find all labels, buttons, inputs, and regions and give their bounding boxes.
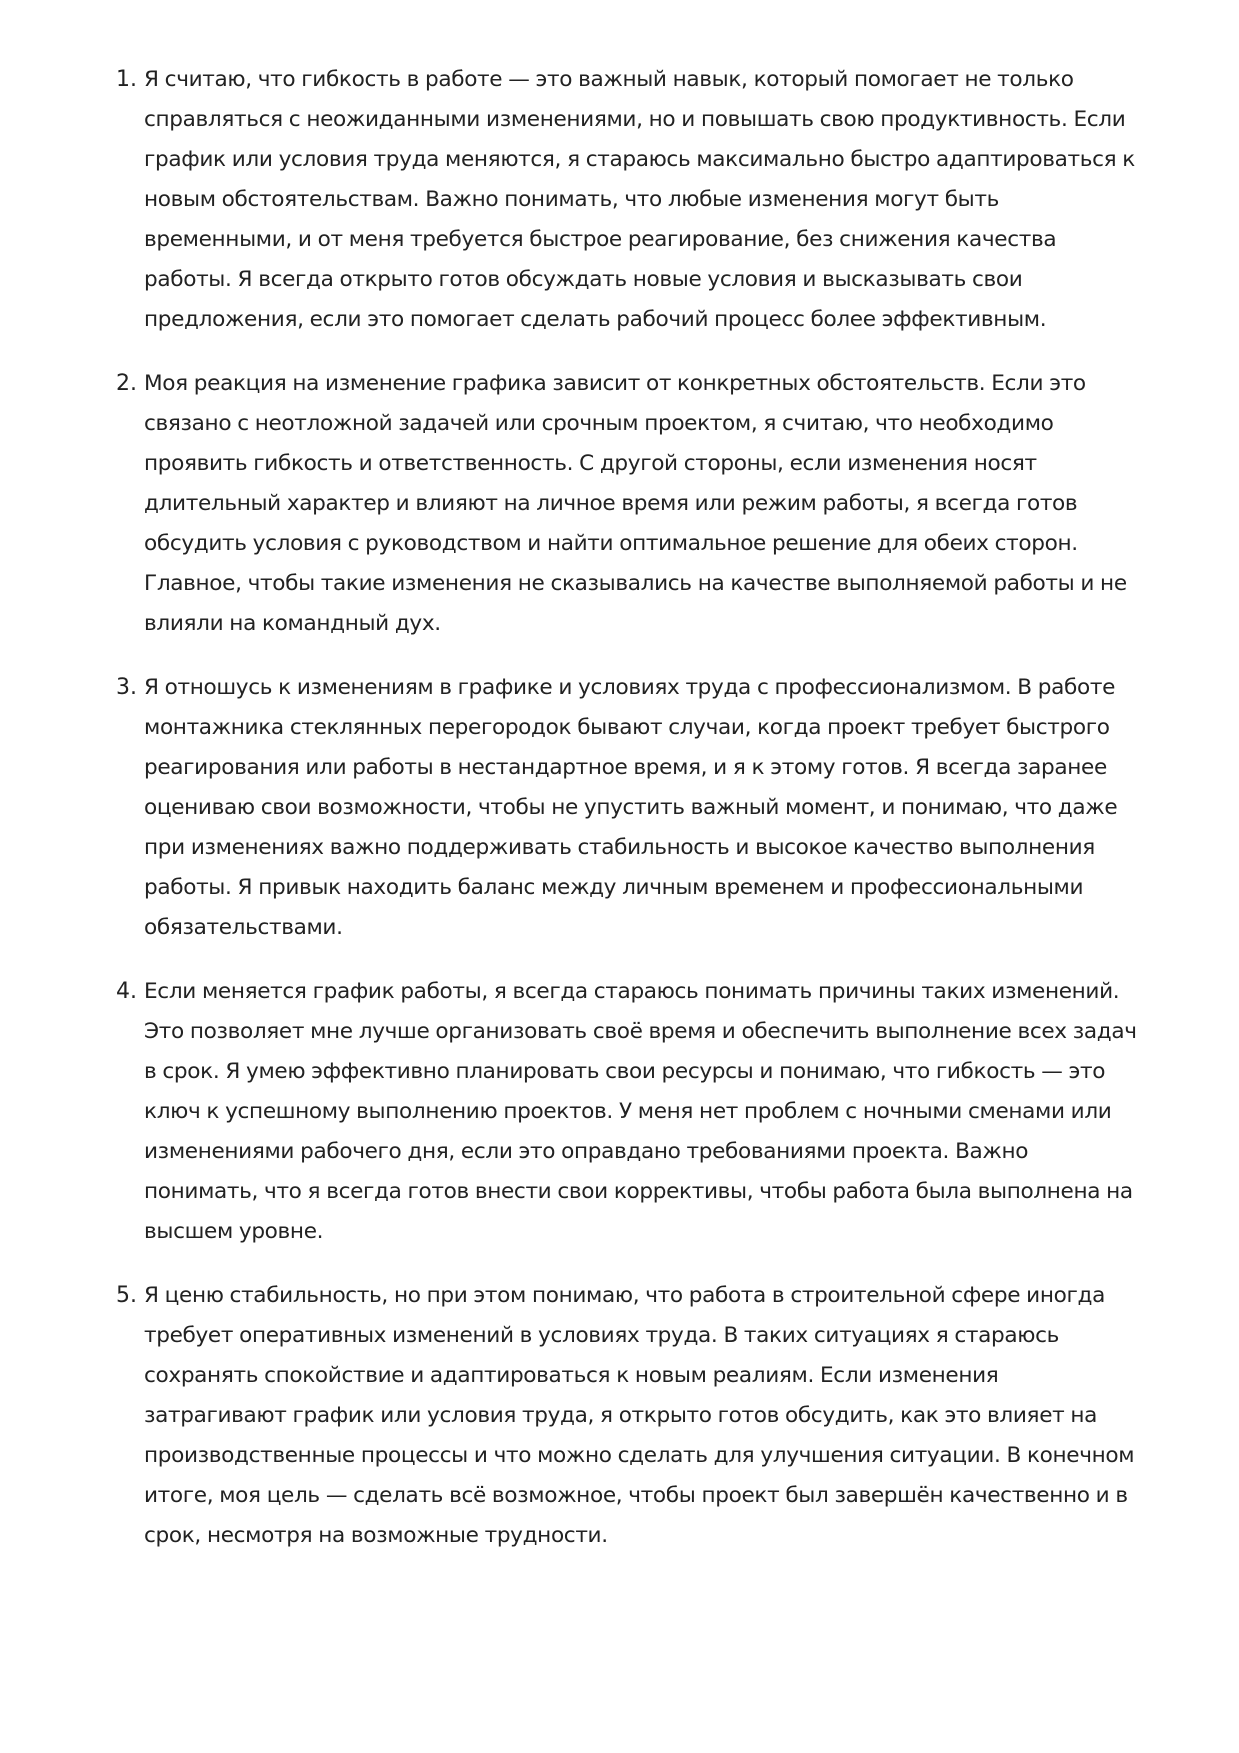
answer-list (116, 60, 1139, 1556)
list-number: 4. (116, 979, 137, 1004)
list-item-5 (116, 1276, 1139, 1556)
list-item-2 (116, 364, 1139, 644)
list-number: 3. (116, 675, 137, 700)
list-item-3 (116, 668, 1139, 948)
list-number: 2. (116, 371, 137, 396)
list-item-text: Я считаю, что гибкость в работе — это важный навык, который помогает не только справляться с неожиданными изменениями, но и повышать свою продуктивность. Если график или условия труда меняются, я стараюсь максимально быстро адаптироваться к новым обстоятельствам. Важно понимать, что любые изменения могут быть временными, и от меня требуется быстрое реагирование, без снижения качества работы. Я всегда открыто готов обсуждать новые условия и высказывать свои предложения, если это помогает сделать рабочий процесс более эффективным. (144, 67, 1135, 332)
list-item-text: Я отношусь к изменениям в графике и условиях труда с профессионализмом. В работе монтажника стеклянных перегородок бывают случаи, когда проект требует быстрого реагирования или работы в нестандартное время, и я к этому готов. Я всегда заранее оцениваю свои возможности, чтобы не упустить важный момент, и понимаю, что даже при изменениях важно поддерживать стабильность и высокое качество выполнения работы. Я привык находить баланс между личным временем и профессиональными обязательствами. (144, 675, 1118, 940)
list-number: 5. (116, 1283, 137, 1308)
list-item-text: Если меняется график работы, я всегда стараюсь понимать причины таких изменений. Это позволяет мне лучше организовать своё время и обеспечить выполнение всех задач в срок. Я умею эффективно планировать свои ресурсы и понимаю, что гибкость — это ключ к успешному выполнению проектов. У меня нет проблем с ночными сменами или изменениями рабочего дня, если это оправдано требованиями проекта. Важно понимать, что я всегда готов внести свои коррективы, чтобы работа была выполнена на высшем уровне. (144, 979, 1137, 1244)
list-item-text: Моя реакция на изменение графика зависит от конкретных обстоятельств. Если это связано с неотложной задачей или срочным проектом, я считаю, что необходимо проявить гибкость и ответственность. С другой стороны, если изменения носят длительный характер и влияют на личное время или режим работы, я всегда готов обсудить условия с руководством и найти оптимальное решение для обеих сторон. Главное, чтобы такие изменения не сказывались на качестве выполняемой работы и не влияли на командный дух. (144, 371, 1127, 636)
list-item-4 (116, 972, 1139, 1252)
list-number: 1. (116, 67, 137, 92)
list-item-text: Я ценю стабильность, но при этом понимаю, что работа в строительной сфере иногда требует оперативных изменений в условиях труда. В таких ситуациях я стараюсь сохранять спокойствие и адаптироваться к новым реалиям. Если изменения затрагивают график или условия труда, я открыто готов обсудить, как это влияет на производственные процессы и что можно сделать для улучшения ситуации. В конечном итоге, моя цель — сделать всё возможное, чтобы проект был завершён качественно и в срок, несмотря на возможные трудности. (144, 1283, 1135, 1548)
list-item-1 (116, 60, 1139, 340)
